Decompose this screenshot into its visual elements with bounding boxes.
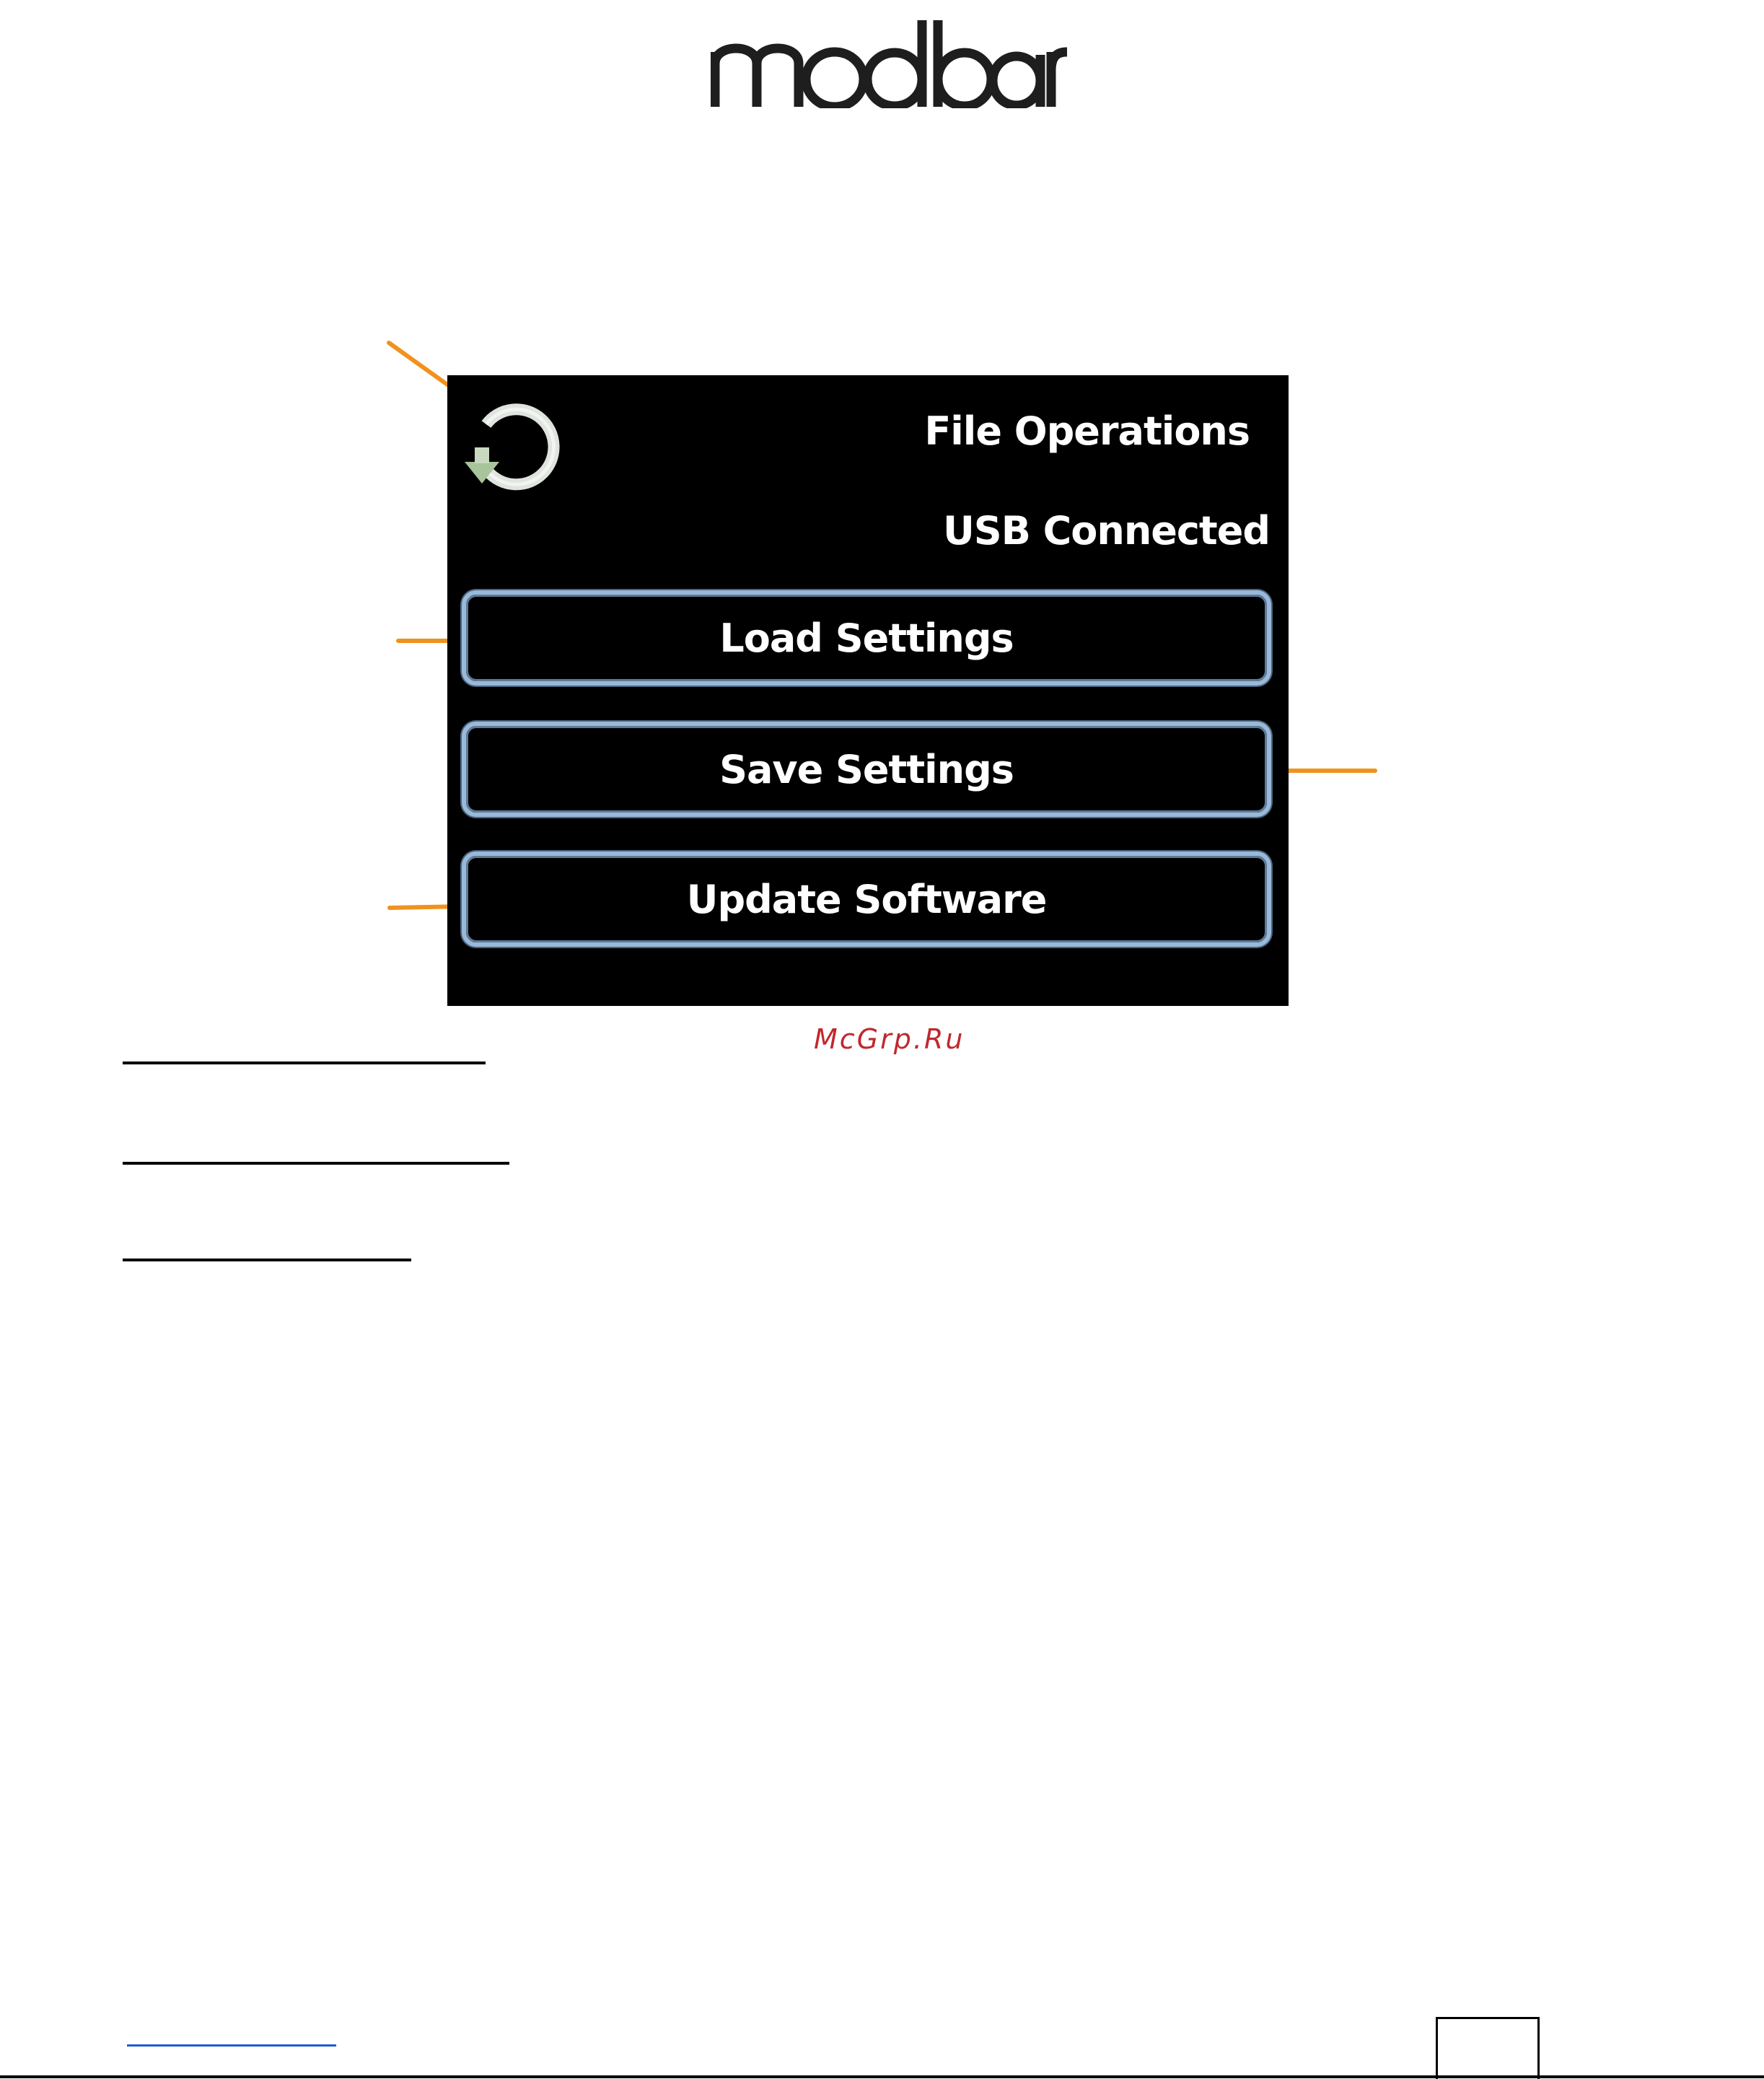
- underline-rule-3: [123, 1259, 411, 1261]
- watermark: McGrp.Ru: [814, 1023, 965, 1055]
- underline-rule-2: [123, 1162, 509, 1165]
- footer-rule: [0, 2075, 1764, 2078]
- refresh-back-icon[interactable]: [462, 395, 569, 496]
- device-screen: [447, 375, 1289, 1006]
- save-settings-button[interactable]: Save Settings: [462, 722, 1271, 817]
- load-settings-button[interactable]: Load Settings: [462, 590, 1271, 686]
- underline-rule-1: [123, 1062, 486, 1064]
- screen-title: File Operations: [924, 408, 1250, 454]
- page-number-box: [1436, 2017, 1540, 2079]
- usb-status: USB Connected: [942, 508, 1270, 553]
- footer-link-underline[interactable]: [127, 2044, 336, 2047]
- modbar-logo: [711, 14, 1068, 108]
- update-software-button[interactable]: Update Software: [462, 852, 1271, 947]
